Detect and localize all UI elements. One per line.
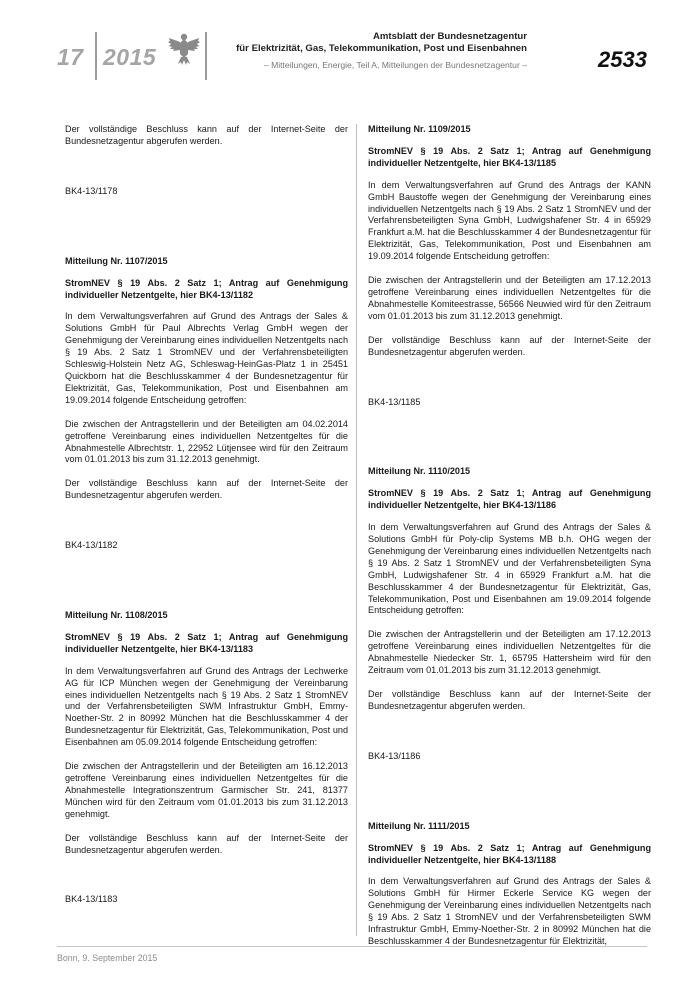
notice-paragraph: In dem Verwaltungsverfahren auf Grund des Antrags der Sales & Solutions GmbH für Paul Albrechts Verlag GmbH wegen der Genehmigung der Vereinbarung eines individuellen Netzentgelts nach § 19 Abs. 2 Satz 1 StromNEV und der Verfahrensbeteiligten Schleswig-Holstein Netz AG, Schleswag-HeinGas-Platz 1 in 25451 Quickborn hat die Beschlusskammer 4 der Bundesnetzagentur für Elektrizität, Gas, Telekommunikation, Post und Eisenbahnen am 19.09.2014 folgende Entscheidung getroffen:: [65, 311, 348, 405]
notice-heading: StromNEV § 19 Abs. 2 Satz 1; Antrag auf Genehmigung individueller Netzentgelte, hier BK4-13/1182: [65, 277, 348, 300]
footer-rule: [57, 946, 647, 947]
header-divider: [95, 32, 97, 80]
notice-heading: StromNEV § 19 Abs. 2 Satz 1; Antrag auf Genehmigung individueller Netzentgelte, hier BK4-13/1183: [65, 631, 348, 654]
issue-number: 17: [57, 44, 84, 70]
notice-paragraph: In dem Verwaltungsverfahren auf Grund des Antrags der KANN GmbH Baustoffe wegen der Genehmigung der Vereinbarung eines individuellen Netzentgelts nach § 19 Abs. 2 Satz 1 StromNEV und der Verfahrensbeteiligten Syna GmbH, Ludwigshafener Str. 4 in 65929 Frankfurt a.M. hat die Beschlusskammer 4 der Bundesnetzagentur für Elektrizität, Gas, Telekommunikation, Post und Eisenbahnen am 19.09.2014 folgende Entscheidung getroffen:: [368, 179, 651, 262]
page-number: 2533: [598, 47, 647, 72]
notice-heading: StromNEV § 19 Abs. 2 Satz 1; Antrag auf Genehmigung individueller Netzentgelte, hier BK4-13/1185: [368, 145, 651, 168]
footer-place-date: Bonn, 9. September 2015: [57, 953, 158, 963]
notice-paragraph: Die zwischen der Antragstellerin und der Beteiligten am 17.12.2013 getroffene Vereinbarung eines individuellen Netzentgeltes für die Abnahmestelle Niedecker Str. 1, 65795 Hattersheim wird für den Zeitraum vom 01.01.2013 bis zum 31.12.2013 genehmigt.: [368, 629, 651, 676]
notice-number: Mitteilung Nr. 1110/2015: [368, 466, 471, 477]
notice-paragraph: Der vollständige Beschluss kann auf der Internet-Seite der Bundesnetzagentur abgerufen werden.: [65, 478, 348, 501]
notice-1107: [65, 256, 348, 552]
header-divider-2: [205, 32, 207, 80]
notice-paragraph: Die zwischen der Antragstellerin und der Beteiligten am 04.02.2014 getroffene Vereinbarung eines individuellen Netzentgeltes für die Abnahmestelle Albrechtstr. 1, 22952 Lütjensee wird für den Zeitraum vom 01.01.2013 bis zum 31.12.2013 genehmigt.: [65, 418, 348, 465]
right-column: [368, 124, 651, 960]
notice-paragraph: In dem Verwaltungsverfahren auf Grund des Antrags der Lechwerke AG für ICP München wegen der Genehmigung der Vereinbarung eines individuellen Netzentgelts nach § 19 Abs. 2 Satz 1 StromNEV und der Verfahrensbeteiligten SWM Infrastruktur GmbH, Emmy-Noether-Str. 2 in 80992 München hat die Beschlusskammer 4 der Bundesnetzagentur für Elektrizität, Gas, Telekommunikation, Post und Eisenbahnen am 05.09.2014 folgende Entscheidung getroffen:: [65, 665, 348, 748]
notice-ref: BK4-13/1185: [368, 396, 421, 407]
notice-paragraph: Die zwischen der Antragstellerin und der Beteiligten am 17.12.2013 getroffene Vereinbarung eines individuellen Netzentgeltes für die Abnahmestelle Komiteestrasse, 56566 Neuwied wird für den Zeitraum vom 01.01.2013 bis zum 31.12.2013 genehmigt.: [368, 275, 651, 321]
notice-heading: StromNEV § 19 Abs. 2 Satz 1; Antrag auf Genehmigung individueller Netzentgelte, hier BK4-13/1188: [368, 842, 651, 865]
notice-paragraph: Der vollständige Beschluss kann auf der Internet-Seite der Bundesnetzagentur abgerufen werden.: [368, 334, 651, 357]
notice-paragraph: Der vollständige Beschluss kann auf der Internet-Seite der Bundesnetzagentur abgerufen werden.: [368, 689, 651, 711]
notice-paragraph: Der vollständige Beschluss kann auf der Internet-Seite der Bundesnetzagentur abgerufen werden.: [65, 832, 348, 855]
notice-number: Mitteilung Nr. 1108/2015: [65, 610, 168, 621]
publication-title: [212, 31, 527, 54]
notice-ref: BK4-13/1182: [65, 540, 118, 551]
notice-ref: BK4-13/1183: [65, 894, 118, 905]
notice-number: Mitteilung Nr. 1111/2015: [368, 820, 470, 831]
notice-1110: [368, 466, 651, 762]
notice-paragraph: In dem Verwaltungsverfahren auf Grund des Antrags der Sales & Solutions GmbH für Poly-clip Systems MB b.h. OHG wegen der Genehmigung der Vereinbarung eines individuellen Netzentgelts nach § 19 Abs. 2 Satz 1 StromNEV und der Verfahrensbeteiligten Syna GmbH, Ludwigshafener Str. 4 in 65929 Frankfurt a.M. hat die Beschlusskammer 4 der Bundesnetzagentur für Elektrizität, Gas, Telekommunikation, Post und Eisenbahnen am 19.09.2014 folgende Entscheidung getroffen:: [368, 522, 651, 616]
notice-number: Mitteilung Nr. 1109/2015: [368, 124, 471, 134]
notice-number: Mitteilung Nr. 1107/2015: [65, 255, 168, 266]
notice-1111: [368, 821, 651, 948]
left-column: [65, 124, 348, 906]
intro-text: Der vollständige Beschluss kann auf der Internet-Seite der Bundesnetzagentur abgerufen werden.: [65, 124, 348, 146]
issue-year: 2015: [103, 44, 157, 70]
federal-eagle-icon: [167, 30, 201, 68]
notice-ref: BK4-13/1186: [368, 750, 421, 761]
notice-paragraph: In dem Verwaltungsverfahren auf Grund des Antrags der Sales & Solutions GmbH für Hirmer Eckerle Service KG wegen der Genehmigung der Vereinbarung eines individuellen Netzentgelts nach § 19 Abs. 2 Satz 1 StromNEV und der Verfahrensbeteiligten SWM Infrastruktur GmbH, Emmy-Noether-Str. 2 in 80992 München hat die Beschlusskammer 4 der Bundesnetzagentur für Elektrizität,: [368, 876, 651, 946]
notice-1108: [65, 610, 348, 906]
notice-heading: StromNEV § 19 Abs. 2 Satz 1; Antrag auf Genehmigung individueller Netzentgelte, hier BK4-13/1186: [368, 488, 651, 511]
notice-paragraph: Die zwischen der Antragstellerin und der Beteiligten am 16.12.2013 getroffene Vereinbarung eines individuellen Netzentgeltes für die Abnahmestelle Integrationszentrum Garmischer Str. 241, 81377 München wird für den Zeitraum vom 01.01.2013 bis zum 31.12.2013 genehmigt.: [65, 761, 348, 819]
publication-title-line2: für Elektrizität, Gas, Telekommunikation, Post und Eisenbahnen: [236, 42, 527, 54]
publication-title-line1: Amtsblatt der Bundesnetzagentur: [372, 31, 527, 42]
column-divider: [356, 124, 357, 936]
notice-1109: [368, 124, 651, 408]
publication-subtitle: – Mitteilungen, Energie, Teil A, Mitteilungen der Bundesnetzagentur –: [263, 60, 527, 70]
intro-ref: BK4-13/1178: [65, 185, 118, 196]
